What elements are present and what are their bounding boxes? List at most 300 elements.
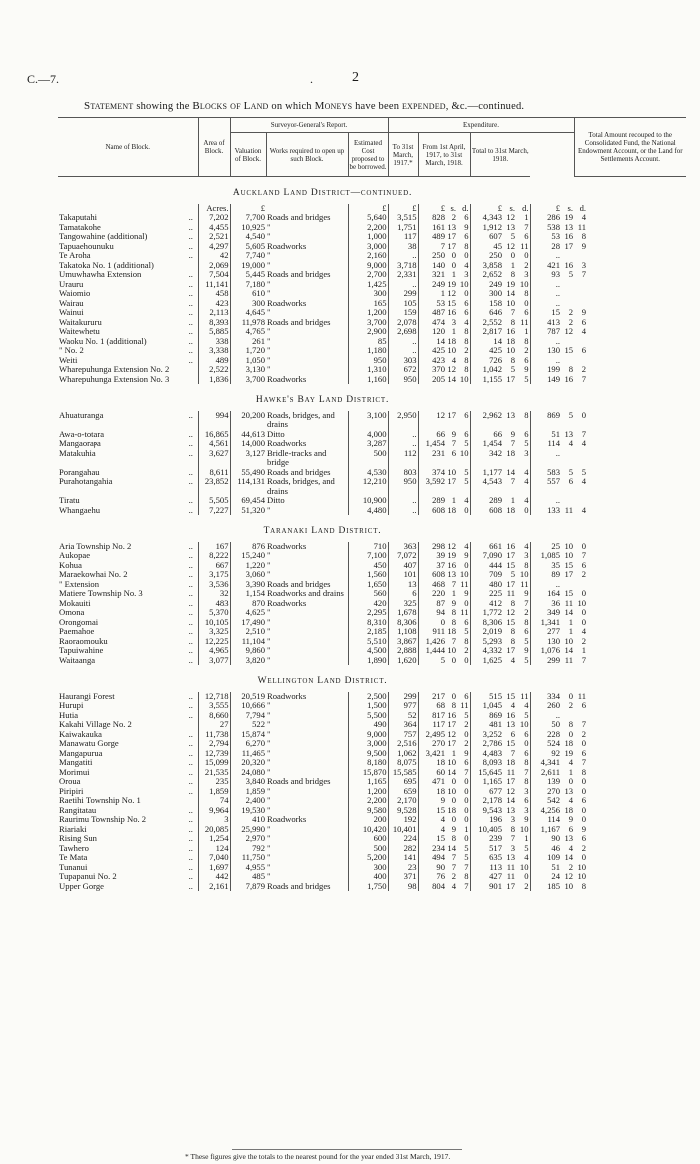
total-1918-shillings: 17 <box>506 551 516 560</box>
recouped-pounds: 50 <box>530 720 561 730</box>
leader-dots: .. <box>188 598 193 608</box>
total-1918-shillings: 12 <box>506 241 516 251</box>
area: 8,611 <box>198 468 230 478</box>
col-from1917-header: From 1st April, 1917, to 31st March, 1918. <box>418 133 470 177</box>
area: 3,077 <box>198 656 230 666</box>
total-1918-pence: 9 <box>524 815 529 824</box>
leader-dots: .. <box>188 289 193 298</box>
from-1917-shillings: 4 <box>451 881 457 891</box>
valuation: 11,104 <box>230 637 266 647</box>
recouped-pounds: 270 <box>530 787 561 797</box>
from-1917-shillings: 14 <box>447 374 457 384</box>
from-1917-pence: 6 <box>464 617 469 627</box>
col-total1918-header: Total to 31st March, 1918. <box>470 133 530 177</box>
table-row <box>58 375 686 385</box>
to-1917: 159 <box>388 308 418 318</box>
leader-dots <box>184 796 198 806</box>
total-1918-pence: 11 <box>520 579 529 589</box>
works-required: Roads and bridges <box>267 317 331 327</box>
from-1917-pence: 2 <box>464 720 469 729</box>
recouped-shillings <box>561 289 574 299</box>
total-1918-pounds: 158 <box>470 299 503 309</box>
valuation: 7,180 <box>230 280 266 290</box>
leader-dots: .. <box>188 336 193 346</box>
area: 74 <box>198 796 230 806</box>
from-1917-pounds: 4 <box>418 815 446 825</box>
works-required: " <box>267 222 271 232</box>
table-row <box>58 711 686 721</box>
total-1918-shillings: 17 <box>506 881 516 891</box>
block-name: Whangaehu <box>59 505 101 515</box>
table-row <box>58 806 686 816</box>
estimated-cost: 9,000 <box>348 730 388 740</box>
total-1918-shillings: 16 <box>506 541 516 551</box>
leader-dots: .. <box>188 410 193 420</box>
unit-label: d. <box>579 203 587 213</box>
valuation: 11,465 <box>230 749 266 759</box>
from-1917-pounds: 370 <box>418 365 446 375</box>
total-1918-pence: 4 <box>524 477 529 486</box>
total-1918-pence: 9 <box>524 589 529 598</box>
estimated-cost: 1,180 <box>348 346 388 356</box>
recouped-shillings <box>561 711 574 721</box>
to-1917: 7,072 <box>388 551 418 561</box>
total-1918-shillings: 8 <box>510 355 516 365</box>
recouped-pence <box>574 580 587 590</box>
from-1917-pence: 5 <box>464 439 469 448</box>
total-1918-shillings: 8 <box>510 270 516 279</box>
total-1918-shillings: 5 <box>510 570 516 579</box>
from-1917-pence: 4 <box>464 260 469 270</box>
recouped-shillings: 1 <box>568 767 574 777</box>
recouped-shillings: 5 <box>568 467 574 477</box>
from-1917-shillings: 17 <box>447 720 457 729</box>
title-part: Moneys <box>314 100 353 112</box>
table-row <box>58 834 686 844</box>
works-required: Roadworks <box>267 691 307 701</box>
valuation: 69,454 <box>230 496 266 506</box>
from-1917-shillings: 0 <box>451 251 457 260</box>
from-1917-pounds: 90 <box>418 863 446 873</box>
total-1918-shillings: 6 <box>510 729 516 739</box>
from-1917-pence: 0 <box>464 598 469 608</box>
from-1917-pounds: 804 <box>418 882 446 892</box>
leader-dots: .. <box>188 222 193 232</box>
from-1917-pounds: 817 <box>418 711 446 721</box>
from-1917-pounds: 487 <box>418 308 446 318</box>
valuation: 3,700 <box>230 375 266 385</box>
from-1917-shillings: 2 <box>451 872 457 881</box>
total-1918-pence: 5 <box>524 843 529 853</box>
from-1917-pence: 0 <box>464 777 469 786</box>
units-row <box>58 204 686 214</box>
works-required: " <box>267 853 271 862</box>
from-1917-shillings: 8 <box>451 834 457 843</box>
estimated-cost: 4,500 <box>348 646 388 656</box>
recouped-pounds: 787 <box>530 327 561 337</box>
total-1918-pence: 2 <box>524 881 529 891</box>
recouped-pence: 7 <box>581 270 587 279</box>
from-1917-pence: 5 <box>464 467 469 477</box>
total-1918-pounds: 3,858 <box>470 261 503 271</box>
table-row <box>58 337 686 347</box>
recouped-pence: 4 <box>581 477 587 486</box>
valuation: 44,613 <box>230 430 266 440</box>
recouped-pounds: .. <box>530 711 561 721</box>
to-1917: 6 <box>388 589 418 599</box>
total-1918-pence: 8 <box>524 617 529 627</box>
leader-dots: .. <box>188 270 193 279</box>
area: 4,455 <box>198 223 230 233</box>
total-1918-shillings: 18 <box>506 505 516 515</box>
from-1917-shillings: 17 <box>447 232 457 241</box>
area: 12,739 <box>198 749 230 759</box>
works-required: Roads, bridges, and drains <box>267 477 335 496</box>
from-1917-pence: 0 <box>464 834 469 843</box>
to-1917: 977 <box>388 701 418 711</box>
total-1918-shillings: 13 <box>506 853 516 862</box>
valuation: 9,860 <box>230 646 266 656</box>
recouped-pence <box>574 280 587 290</box>
area: 2,161 <box>198 882 230 892</box>
total-1918-shillings: 4 <box>510 655 516 665</box>
total-1918-pounds: 1,912 <box>470 223 503 233</box>
valuation: 7,879 <box>230 882 266 892</box>
recouped-pence: 0 <box>581 410 587 420</box>
from-1917-pounds: 94 <box>418 608 446 618</box>
from-1917-pence: 3 <box>464 270 469 279</box>
recouped-pounds: .. <box>530 299 561 309</box>
recouped-shillings: 12 <box>564 872 574 881</box>
recouped-shillings <box>561 251 574 261</box>
valuation: 4,955 <box>230 863 266 873</box>
works-required: " <box>267 505 271 515</box>
table-row <box>58 853 686 863</box>
works-required: Roads and bridges <box>267 213 331 222</box>
to-1917: 672 <box>388 365 418 375</box>
recouped-pence <box>574 711 587 721</box>
from-1917-pence: 0 <box>464 289 469 298</box>
total-1918-pence: 9 <box>524 365 529 374</box>
recouped-pounds: 164 <box>530 589 561 599</box>
to-1917: 659 <box>388 787 418 797</box>
block-name: Hutia <box>59 710 79 720</box>
header-dot: . <box>310 72 313 86</box>
to-1917: .. <box>388 280 418 290</box>
total-1918-pounds: 2,817 <box>470 327 503 337</box>
from-1917-shillings: 2 <box>451 213 457 222</box>
recouped-pounds: 114 <box>530 439 561 449</box>
recouped-pence: 8 <box>581 232 587 241</box>
block-name: Mangapurua <box>59 748 103 758</box>
from-1917-pence: 4 <box>464 317 469 327</box>
total-1918-pounds: 412 <box>470 599 503 609</box>
leader-dots: .. <box>188 881 193 891</box>
total-1918-pence: 1 <box>524 834 529 843</box>
recouped-pence: 5 <box>581 467 587 477</box>
total-1918-shillings: 15 <box>506 691 516 701</box>
block-name: Kohua <box>59 560 82 570</box>
valuation: 3,127 <box>230 449 266 468</box>
to-1917: 2,170 <box>388 796 418 806</box>
area: 42 <box>198 251 230 261</box>
block-name: Manawatu Gorge <box>59 739 119 748</box>
total-1918-pence: 8 <box>524 560 529 570</box>
area: 12,225 <box>198 637 230 647</box>
works-required: Roadworks <box>267 541 307 551</box>
recouped-pounds: 53 <box>530 232 561 242</box>
total-1918-pence: 4 <box>524 853 529 862</box>
table-row <box>58 627 686 637</box>
total-1918-pounds: 1,177 <box>470 468 503 478</box>
table-row <box>58 701 686 711</box>
from-1917-pounds: 76 <box>418 872 446 882</box>
from-1917-pence: 7 <box>464 881 469 891</box>
from-1917-pounds: 39 <box>418 551 446 561</box>
total-1918-pounds: 427 <box>470 872 503 882</box>
unit-label: s. <box>567 203 574 213</box>
recouped-pounds: 130 <box>530 346 561 356</box>
valuation: 2,400 <box>230 796 266 806</box>
title-part: Statement <box>84 100 134 112</box>
recouped-shillings <box>561 580 574 590</box>
valuation: 20,200 <box>230 411 266 430</box>
from-1917-shillings: 16 <box>447 560 457 570</box>
unit-label: £ <box>348 204 388 214</box>
from-1917-shillings: 0 <box>451 655 457 665</box>
table-row <box>58 213 686 223</box>
estimated-cost: 8,310 <box>348 618 388 628</box>
total-1918-shillings: 10 <box>506 298 516 308</box>
estimated-cost: 3,100 <box>348 411 388 430</box>
from-1917-shillings: 12 <box>447 541 457 551</box>
valuation: 7,794 <box>230 711 266 721</box>
table-row <box>58 599 686 609</box>
works-required: Roadworks <box>267 598 307 608</box>
to-1917: 117 <box>388 232 418 242</box>
from-1917-pounds: 0 <box>418 618 446 628</box>
leader-dots: .. <box>188 646 193 655</box>
recouped-pence <box>574 251 587 261</box>
expenditure-group-header: Expenditure. <box>388 118 574 133</box>
recouped-pence: 9 <box>581 308 587 317</box>
total-1918-pounds: 2,019 <box>470 627 503 637</box>
from-1917-pounds: 1,426 <box>418 637 446 647</box>
recouped-pence <box>574 356 587 366</box>
total-1918-pence: 3 <box>524 805 529 815</box>
from-1917-pence: 4 <box>464 496 469 505</box>
total-1918-pence: 3 <box>524 270 529 279</box>
leader-dots: .. <box>188 551 193 560</box>
to-1917: 141 <box>388 853 418 863</box>
to-1917: 2,950 <box>388 411 418 430</box>
leader-dots: .. <box>188 429 193 439</box>
total-1918-shillings: 18 <box>506 336 516 346</box>
from-1917-pence: 2 <box>464 739 469 748</box>
recouped-pence: 7 <box>581 551 587 560</box>
valuation: 14,000 <box>230 439 266 449</box>
recouped-shillings: 11 <box>564 598 574 608</box>
recouped-pence: 0 <box>581 777 587 786</box>
estimated-cost: 85 <box>348 337 388 347</box>
recouped-pence: 6 <box>581 748 587 758</box>
area: 423 <box>198 299 230 309</box>
from-1917-pence: 0 <box>464 729 469 739</box>
block-name: Upper Gorge <box>59 881 104 891</box>
from-1917-pence: 9 <box>464 222 469 232</box>
to-1917: 407 <box>388 561 418 571</box>
total-1918-shillings: 7 <box>510 308 516 317</box>
to-1917: 282 <box>388 844 418 854</box>
estimated-cost: 1,560 <box>348 570 388 580</box>
area: 2,113 <box>198 308 230 318</box>
table-row <box>58 882 686 892</box>
valuation: 261 <box>230 337 266 347</box>
footnote: * These figures give the totals to the nearest pound for the year ended 31st March, 1917. <box>185 1152 451 1161</box>
recouped-pence: 9 <box>581 241 587 251</box>
recouped-shillings: 11 <box>564 505 574 515</box>
total-1918-shillings: 18 <box>506 448 516 458</box>
total-1918-pounds: 4,483 <box>470 749 503 759</box>
leader-dots: .. <box>188 739 193 748</box>
from-1917-pence: 0 <box>464 796 469 805</box>
col-to1917-header: To 31st March, 1917.* <box>388 133 418 177</box>
block-name: Porangahau <box>59 467 100 477</box>
total-1918-pounds: 8,093 <box>470 758 503 768</box>
to-1917: 3,867 <box>388 637 418 647</box>
from-1917-shillings: 1 <box>451 270 457 279</box>
from-1917-pounds: 289 <box>418 496 446 506</box>
block-name: Waiomio <box>59 289 91 298</box>
works-required: " <box>267 308 271 317</box>
unit-label: £ <box>388 204 418 214</box>
from-1917-pounds: 608 <box>418 570 446 580</box>
recouped-shillings: 15 <box>564 560 574 570</box>
table-row <box>58 449 686 468</box>
area: 7,040 <box>198 853 230 863</box>
estimated-cost: 5,200 <box>348 853 388 863</box>
recouped-pounds: 149 <box>530 375 561 385</box>
from-1917-shillings: 1 <box>451 327 457 336</box>
total-1918-pounds: 869 <box>470 711 503 721</box>
total-1918-pence: 8 <box>524 336 529 346</box>
total-1918-pence: 0 <box>524 298 529 308</box>
from-1917-shillings: 4 <box>451 355 457 365</box>
from-1917-pence: 0 <box>464 815 469 824</box>
table-row <box>58 439 686 449</box>
col-works-header: Works required to open up such Block. <box>266 133 348 177</box>
total-1918-pence: 7 <box>524 767 529 777</box>
total-1918-shillings: 13 <box>506 410 516 420</box>
valuation: 3,130 <box>230 365 266 375</box>
from-1917-pounds: 66 <box>418 430 446 440</box>
total-1918-pence: 7 <box>524 598 529 608</box>
recouped-pounds: 28 <box>530 242 561 252</box>
district-heading: Taranaki Land District. <box>263 526 382 536</box>
estimated-cost: 1,200 <box>348 308 388 318</box>
estimated-cost: 300 <box>348 863 388 873</box>
from-1917-pence: 6 <box>464 298 469 308</box>
area: 124 <box>198 844 230 854</box>
block-name: Wharepuhunga Extension No. 3 <box>59 374 170 384</box>
from-1917-shillings: 9 <box>451 429 457 439</box>
total-1918-pounds: 646 <box>470 308 503 318</box>
estimated-cost: 9,580 <box>348 806 388 816</box>
area: 16,865 <box>198 430 230 440</box>
leader-dots: .. <box>188 346 193 355</box>
recouped-pounds: 557 <box>530 477 561 496</box>
estimated-cost: 4,480 <box>348 506 388 516</box>
table-row <box>58 815 686 825</box>
recouped-pence: 7 <box>581 374 587 384</box>
units-spacer <box>58 204 198 214</box>
block-name: Kaiwakauka <box>59 729 102 739</box>
leader-dots: .. <box>188 767 193 777</box>
estimated-cost: 2,160 <box>348 251 388 261</box>
area: 3,627 <box>198 449 230 468</box>
from-1917-shillings: 1 <box>451 748 457 758</box>
works-required: Ditto <box>267 496 285 505</box>
total-1918-pence: 6 <box>524 748 529 758</box>
from-1917-pounds: 18 <box>418 758 446 768</box>
total-1918-shillings: 16 <box>506 327 516 336</box>
works-required: " <box>267 786 271 796</box>
total-1918-pence: 8 <box>524 289 529 298</box>
from-1917-shillings: 18 <box>447 336 457 346</box>
total-1918-pence: 3 <box>524 448 529 458</box>
works-required: " <box>267 805 271 815</box>
from-1917-pounds: 270 <box>418 739 446 749</box>
recouped-pounds: .. <box>530 496 561 506</box>
from-1917-pence: 8 <box>464 241 469 251</box>
estimated-cost: 3,700 <box>348 318 388 328</box>
leader-dots: .. <box>188 617 193 627</box>
works-required: " <box>267 824 271 834</box>
to-1917: 2,078 <box>388 318 418 328</box>
from-1917-pence: 5 <box>464 627 469 636</box>
from-1917-pounds: 1,454 <box>418 439 446 449</box>
total-1918-pence: 5 <box>524 374 529 384</box>
from-1917-pence: 6 <box>464 758 469 767</box>
recouped-pounds: 2,611 <box>530 768 561 778</box>
total-1918-pounds: 2,178 <box>470 796 503 806</box>
from-1917-shillings: 0 <box>451 796 457 805</box>
total-1918-shillings: 5 <box>510 232 516 241</box>
recouped-pounds: 36 <box>530 599 561 609</box>
from-1917-pence: 6 <box>464 308 469 317</box>
leader-dots: .. <box>188 579 193 589</box>
to-1917: 8,306 <box>388 618 418 628</box>
recouped-pence: 4 <box>581 213 587 222</box>
works-required: " <box>267 710 271 720</box>
recouped-pounds: 260 <box>530 701 561 711</box>
recouped-shillings: 2 <box>568 862 574 872</box>
recouped-shillings: 4 <box>568 843 574 853</box>
table-row <box>58 863 686 873</box>
from-1917-pence: 8 <box>464 336 469 346</box>
to-1917: 8,075 <box>388 758 418 768</box>
from-1917-pounds: 298 <box>418 542 446 552</box>
valuation: 5,605 <box>230 242 266 252</box>
leader-dots <box>184 720 198 730</box>
works-required: " <box>267 327 271 336</box>
table-row <box>58 430 686 440</box>
area: 2,069 <box>198 261 230 271</box>
from-1917-pounds: 828 <box>418 213 446 223</box>
block-name: Matiere Township No. 3 <box>59 589 143 598</box>
recouped-pence: 2 <box>581 570 587 579</box>
block-name: Maraekowhai No. 2 <box>59 570 128 579</box>
